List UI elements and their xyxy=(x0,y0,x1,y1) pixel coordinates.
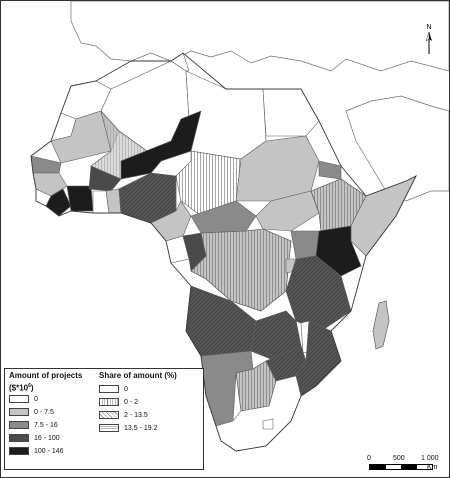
share-legend-title: Share of amount (%) xyxy=(99,371,177,380)
scale-tick-1000: 1 000 xyxy=(421,455,439,462)
amount-swatch-4 xyxy=(9,434,29,442)
share-label-3: 2 - 13.5 xyxy=(124,411,148,419)
share-swatch-2 xyxy=(99,398,119,406)
amount-legend-unit: $(\$*10^6)$ xyxy=(9,383,34,393)
share-swatch-3 xyxy=(99,411,119,419)
country-togo-benin xyxy=(106,189,121,213)
amount-legend xyxy=(9,371,82,394)
amount-class-2 xyxy=(9,408,54,416)
north-arrow-icon xyxy=(419,21,439,55)
scale-unit: Km xyxy=(427,464,438,471)
amount-class-5 xyxy=(9,447,64,455)
country-senegal xyxy=(31,156,61,173)
share-label-1: 0 xyxy=(124,385,128,393)
country-cote-divoire xyxy=(67,186,93,211)
amount-label-2: 0 - 7.5 xyxy=(34,408,54,416)
share-swatch-1 xyxy=(99,385,119,393)
amount-label-3: 7.5 - 16 xyxy=(34,421,58,429)
share-label-4: 13.5 - 19.2 xyxy=(124,424,158,432)
country-eritrea xyxy=(319,161,341,179)
country-egypt xyxy=(263,89,319,136)
scale-bar xyxy=(369,455,449,470)
scale-bar-segments xyxy=(369,464,433,470)
share-class-2 xyxy=(99,398,138,406)
amount-class-1 xyxy=(9,395,38,403)
amount-swatch-3 xyxy=(9,421,29,429)
share-class-3 xyxy=(99,411,148,419)
share-class-4 xyxy=(99,424,157,432)
amount-label-4: 16 - 100 xyxy=(34,434,60,442)
amount-swatch-1 xyxy=(9,395,29,403)
share-legend xyxy=(99,371,177,381)
scale-tick-0: 0 xyxy=(367,455,371,462)
share-swatch-4 xyxy=(99,424,119,432)
amount-class-4 xyxy=(9,434,60,442)
scale-labels xyxy=(369,455,449,464)
amount-label-1: 0 xyxy=(34,395,38,403)
country-somalia xyxy=(351,176,416,256)
amount-label-5: 100 - 146 xyxy=(34,447,64,455)
share-class-1 xyxy=(99,385,128,393)
amount-swatch-5 xyxy=(9,447,29,455)
scale-tick-500: 500 xyxy=(393,455,405,462)
map-legend xyxy=(4,368,204,470)
amount-legend-title: Amount of projects xyxy=(9,371,83,380)
country-madagascar xyxy=(373,301,389,349)
country-lesotho xyxy=(263,419,273,429)
amount-class-3 xyxy=(9,421,58,429)
share-label-2: 0 - 2 xyxy=(124,398,139,406)
country-uganda xyxy=(291,231,319,259)
amount-swatch-2 xyxy=(9,408,29,416)
north-arrow-label: N xyxy=(426,24,432,31)
europe-landmass xyxy=(71,1,449,71)
